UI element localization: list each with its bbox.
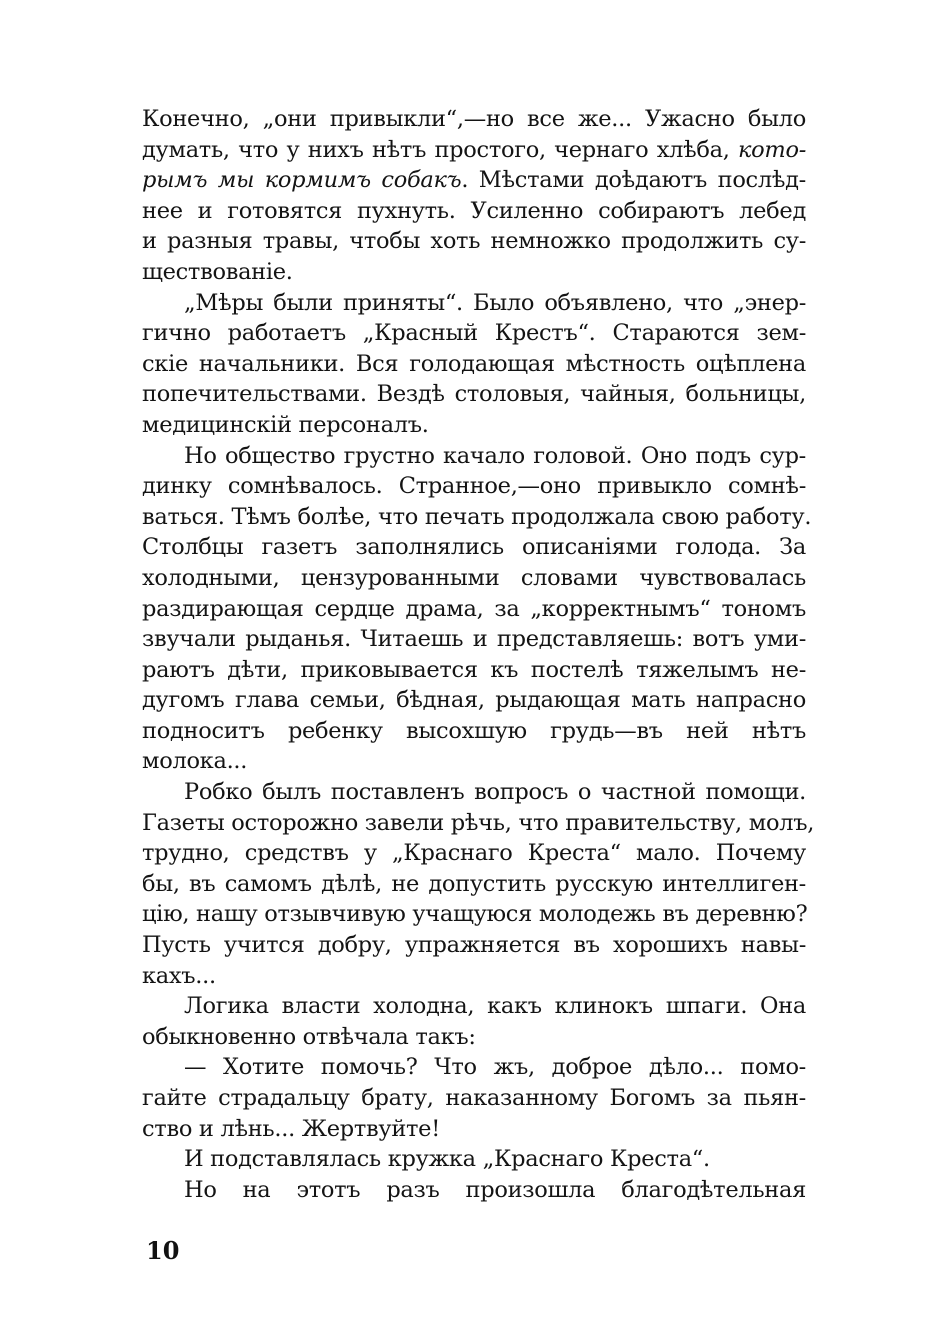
text-line: ществованіе.	[142, 258, 293, 285]
text-line: дугомъ глава семьи, бѣдная, рыдающая мать напрасно	[142, 687, 806, 714]
text-line	[142, 165, 806, 196]
main-text	[142, 104, 815, 1205]
text-line: попечительствами. Вездѣ столовыя, чайныя, больницы,	[142, 381, 806, 408]
paragraph-start: „Мѣры были приняты“. Было объявлено, что „энер-	[184, 289, 806, 316]
text-line: Газеты осторожно завели рѣчь, что правительству, молъ,	[142, 809, 815, 836]
text-line: медицинскій персоналъ.	[142, 411, 429, 438]
text-line: гайте страдальцу брату, наказанному Богомъ за пьян-	[142, 1085, 806, 1111]
text-line: нее и готовятся пухнуть. Усиленно собираютъ лебед	[142, 197, 806, 224]
text-line: кахъ...	[142, 962, 216, 989]
paragraph-start: Но общество грустно качало головой. Оно подъ сур-	[184, 442, 806, 469]
page-number: 10	[146, 1236, 180, 1265]
text-span: . Мѣстами доѣдаютъ послѣд-	[461, 167, 806, 194]
text-line: звучали рыданья. Читаешь и представляешь: вотъ уми-	[142, 626, 806, 653]
text-line: подноситъ ребенку высохшую грудь—въ ней нѣтъ	[142, 717, 806, 744]
text-line: раютъ дѣти, приковывается къ постелѣ тяжелымъ не-	[142, 656, 806, 683]
text-line: ство и лѣнь... Жертвуйте!	[142, 1115, 440, 1142]
text-line: цію, нашу отзывчивую учащуюся молодежь въ деревню?	[142, 901, 808, 928]
text-line: динку сомнѣвалось. Странное,—оно привыкло сомнѣ-	[142, 473, 806, 500]
text-line: молока...	[142, 748, 248, 775]
paragraph-start: Робко былъ поставленъ вопросъ о частной помощи.	[184, 779, 806, 806]
text-line	[142, 135, 806, 166]
text-line: бы, въ самомъ дѣлѣ, не допустить русскую интеллиген-	[142, 870, 806, 897]
text-line: обыкновенно отвѣчала такъ:	[142, 1023, 476, 1050]
text-line: раздирающая сердце драма, за „корректнымъ“ тономъ	[142, 595, 806, 622]
text-line: холодными, цензурованными словами чувствовалась	[142, 564, 806, 591]
text-line: ваться. Тѣмъ болѣе, что печать продолжала свою работу.	[142, 503, 812, 530]
paragraph-start: Логика власти холодна, какъ клинокъ шпаги. Она	[184, 993, 806, 1020]
text-line: Конечно, „они привыкли“,—но все же... Ужасно было	[142, 106, 806, 132]
text-line: и разныя травы, чтобы хоть немножко продолжить су-	[142, 228, 806, 255]
text-line: скіе начальники. Вся голодающая мѣстность оцѣплена	[142, 350, 806, 377]
italic-text: кото-	[738, 136, 807, 163]
text-line: Пусть учится добру, упражняется въ хорошихъ навы-	[142, 932, 806, 959]
text-line: Столбцы газетъ заполнялись описаніями голода. За	[142, 534, 806, 561]
text-span: думать, что у нихъ нѣтъ простого, чернаго хлѣба,	[142, 136, 730, 163]
text-line: гично работаетъ „Красный Крестъ“. Стараются зем-	[142, 320, 806, 347]
paragraph-start: Но на этотъ разъ произошла благодѣтельная	[184, 1176, 806, 1203]
dialogue-line: — Хотите помочь? Что жъ, доброе дѣло... помо-	[184, 1054, 806, 1081]
text-line: трудно, средствъ у „Краснаго Креста“ мало. Почему	[142, 840, 806, 867]
italic-text: рымъ мы кормимъ собакъ	[142, 167, 462, 194]
paragraph-start: И подставлялась кружка „Краснаго Креста“.	[184, 1146, 710, 1173]
